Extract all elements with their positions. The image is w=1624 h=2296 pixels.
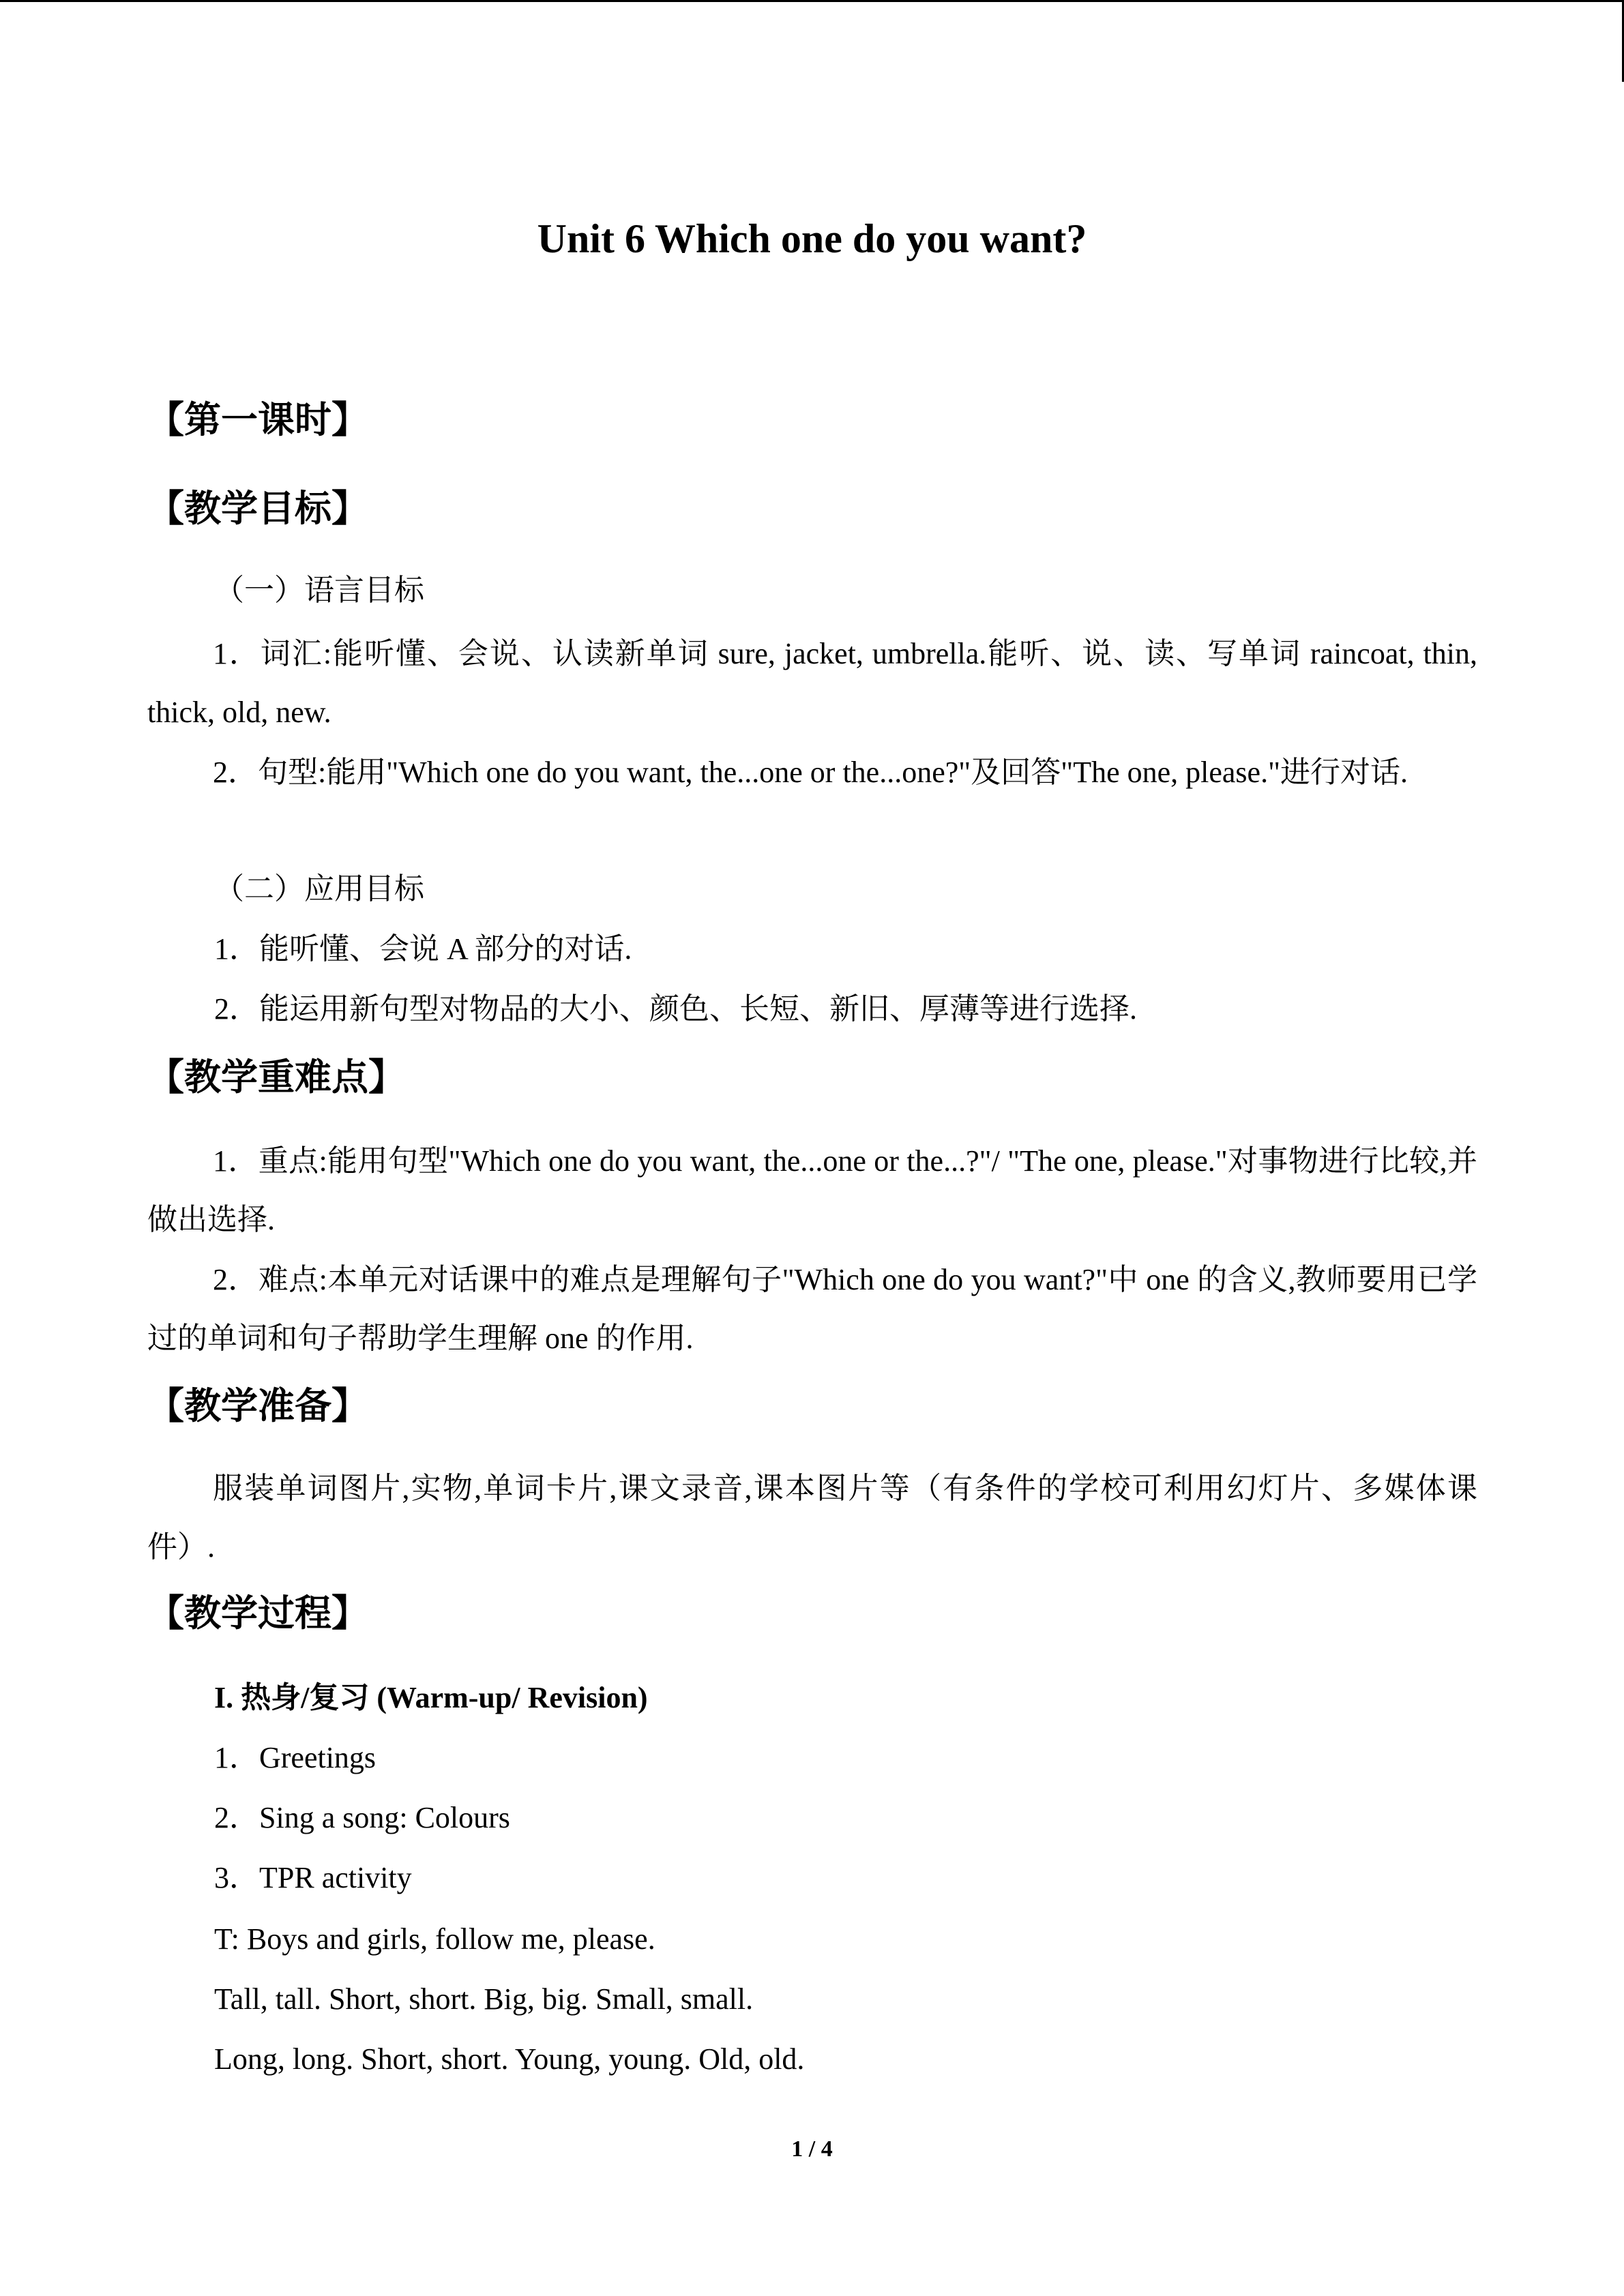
page-number: 1 / 4: [791, 2136, 833, 2162]
pattern-text: 2．句型:能用"Which one do you want, the...one or the...one?"及回答"The one, please."进行对话.: [213, 756, 1408, 789]
process-item-2: 2．Sing a song: Colours: [214, 1801, 510, 1834]
objectives-heading: 【教学目标】: [147, 488, 368, 529]
key-point-paragraph: [147, 1132, 1477, 1249]
key-points-heading: 【教学重难点】: [147, 1057, 405, 1098]
process-item-1: 1．Greetings: [214, 1741, 377, 1774]
tpr-line-3: Long, long. Short, short. Young, young. Old, old.: [214, 2042, 805, 2076]
application-item-1: 1．能听懂、会说 A 部分的对话.: [214, 932, 632, 966]
process-item-3: 3．TPR activity: [214, 1861, 412, 1894]
document-title: Unit 6 Which one do you want?: [537, 216, 1087, 261]
difficult-point-paragraph: [147, 1251, 1477, 1368]
process-heading: 【教学过程】: [147, 1593, 368, 1634]
warmup-heading: I. 热身/复习 (Warm-up/ Revision): [214, 1681, 648, 1714]
tpr-line-1: T: Boys and girls, follow me, please.: [214, 1922, 655, 1956]
key-point-text: 1．重点:能用句型"Which one do you want, the...one or the...?"/ "The one, please."对事物进行比较,并做出选择.: [147, 1144, 1477, 1236]
pattern-paragraph: [147, 743, 1477, 802]
vocab-paragraph: [147, 625, 1477, 742]
preparation-heading: 【教学准备】: [147, 1386, 368, 1427]
preparation-text: 服装单词图片,实物,单词卡片,课文录音,课本图片等（有条件的学校可利用幻灯片、多媒体课件）.: [147, 1472, 1477, 1564]
application-item-2: 2．能运用新句型对物品的大小、颜色、长短、新旧、厚薄等进行选择.: [214, 992, 1137, 1026]
language-goal-label: （一）语言目标: [214, 573, 424, 607]
vocab-text: 1．词汇:能听懂、会说、认读新单词 sure, jacket, umbrella.能听、说、读、写单词 raincoat, thin, thick, old, new.: [147, 637, 1477, 729]
lesson-heading: 【第一课时】: [147, 400, 368, 441]
difficult-point-text: 2．难点:本单元对话课中的难点是理解句子"Which one do you want?"中 one 的含义,教师要用已学过的单词和句子帮助学生理解 one 的作用.: [147, 1263, 1477, 1355]
tpr-line-2: Tall, tall. Short, short. Big, big. Small, small.: [214, 1982, 754, 2016]
application-goal-label: （二）应用目标: [214, 872, 424, 906]
preparation-paragraph: [147, 1459, 1477, 1577]
